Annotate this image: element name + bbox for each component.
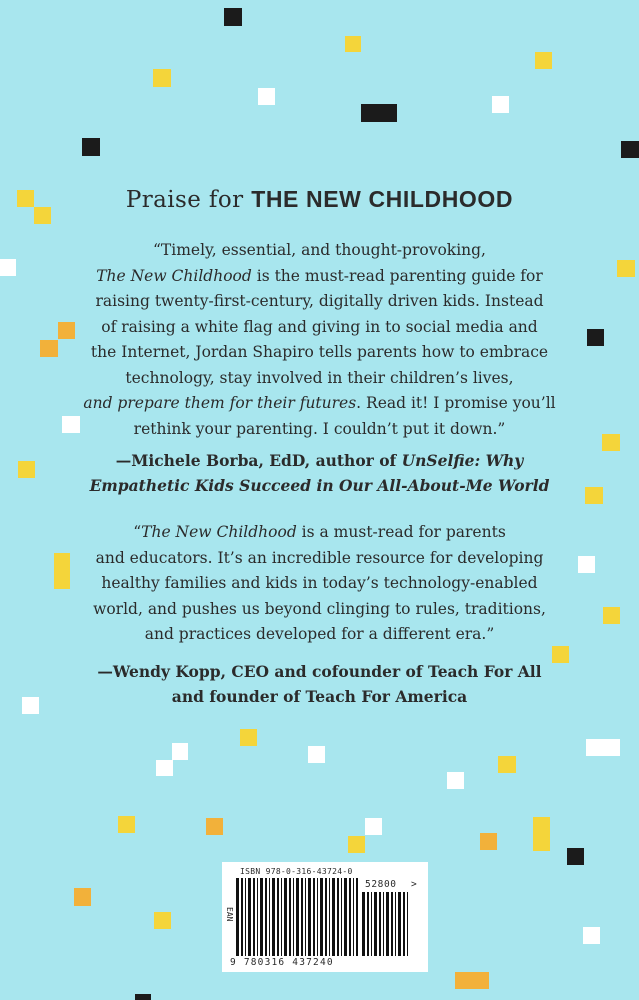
confetti-square	[533, 817, 550, 851]
isbn-number: 9 780316 437240	[230, 957, 334, 968]
barcode-bar	[308, 878, 311, 956]
barcode-bar	[257, 878, 258, 956]
barcode-bar	[301, 878, 303, 956]
praise-heading	[0, 186, 639, 213]
quote-line: world, and pushes us beyond clinging to rules, traditions,	[93, 599, 546, 618]
praise-heading-lead: Praise for	[125, 187, 244, 213]
barcode-bar	[260, 878, 263, 956]
barcode-bar	[265, 878, 267, 956]
barcode-bar	[349, 878, 351, 956]
confetti-square	[498, 756, 516, 773]
quote-line: and prepare them for their futures. Read it! I promise you’ll	[83, 394, 556, 412]
confetti-square	[348, 836, 365, 853]
confetti-square	[154, 912, 171, 929]
barcode-bar	[374, 892, 377, 956]
barcode-bar	[386, 892, 389, 956]
quote-line: and practices developed for a different era.”	[144, 625, 495, 643]
confetti-square	[535, 52, 552, 69]
blurb-quote-1	[20, 238, 619, 442]
confetti-square	[617, 260, 635, 277]
confetti-square	[156, 760, 173, 776]
confetti-square	[240, 729, 257, 746]
barcode-bar	[353, 878, 354, 956]
confetti-square	[621, 141, 639, 158]
barcode-bar	[296, 878, 299, 956]
price-addon-bars	[362, 892, 410, 962]
barcode-bar	[362, 892, 365, 956]
barcode-bar	[403, 892, 405, 956]
barcode-bar	[356, 878, 358, 956]
isbn-barcode	[222, 862, 428, 972]
barcode-bar	[341, 878, 342, 956]
barcode-bar	[253, 878, 255, 956]
blurb-attribution-2: —Wendy Kopp, CEO and cofounder of Teach For All and founder of Teach For America	[97, 662, 542, 706]
confetti-square	[492, 96, 509, 113]
confetti-square	[258, 88, 275, 105]
barcode-bar	[329, 878, 330, 956]
barcode-bar	[293, 878, 294, 956]
barcode-bar	[379, 892, 381, 956]
quote-line: raising twenty-first-century, digitally driven kids. Instead	[95, 292, 544, 310]
blurb-quote-2	[20, 520, 619, 648]
quote-line: “The New Childhood is a must-read for parents	[133, 523, 506, 541]
confetti-square	[206, 818, 223, 835]
confetti-square	[365, 818, 382, 835]
confetti-square	[224, 8, 242, 26]
confetti-square	[308, 746, 325, 763]
confetti-square	[361, 104, 397, 122]
barcode-bar	[337, 878, 339, 956]
barcode-bar	[320, 878, 323, 956]
barcode-bar	[398, 892, 401, 956]
barcode-bar	[281, 878, 282, 956]
confetti-square	[153, 69, 171, 87]
confetti-square	[480, 833, 497, 850]
barcode-bar	[317, 878, 318, 956]
quote-line: healthy families and kids in today’s technology-enabled	[101, 574, 538, 592]
confetti-square	[567, 848, 584, 865]
barcode-bar	[248, 878, 251, 956]
confetti-square	[0, 259, 16, 276]
confetti-square	[74, 888, 91, 906]
barcode-bar	[313, 878, 315, 956]
ean-label	[224, 907, 234, 924]
barcode-bar	[272, 878, 275, 956]
price-addon-label: 52800 >	[365, 879, 418, 890]
ean-text: EAN	[225, 907, 234, 922]
barcode-bar	[383, 892, 384, 956]
barcode-bar	[289, 878, 291, 956]
confetti-square	[118, 816, 135, 833]
barcode-bar	[371, 892, 372, 956]
quote-line: and educators. It’s an incredible resource for developing	[95, 548, 544, 567]
barcode-bar	[391, 892, 393, 956]
barcode-bar	[236, 878, 239, 956]
blurb-attribution-1: —Michele Borba, EdD, author of UnSelfie: Why Empathetic Kids Succeed in Our All-About-Me World	[89, 451, 550, 495]
barcode-bar	[277, 878, 279, 956]
confetti-square	[135, 994, 151, 1000]
book-title: THE NEW CHILDHOOD	[251, 186, 514, 212]
barcode-bar	[325, 878, 327, 956]
confetti-square	[172, 743, 188, 760]
barcode-bar	[407, 892, 408, 956]
barcode-bars	[236, 878, 358, 960]
barcode-bar	[332, 878, 335, 956]
confetti-square	[586, 739, 620, 756]
confetti-square	[455, 972, 489, 989]
barcode-bar	[241, 878, 243, 956]
quote-line: “Timely, essential, and thought-provoking,	[153, 241, 486, 259]
quote-line: the Internet, Jordan Shapiro tells parents how to embrace	[90, 343, 549, 361]
barcode-bar	[344, 878, 347, 956]
confetti-square	[82, 138, 100, 156]
isbn-label: ISBN 978-0-316-43724-0	[240, 867, 353, 876]
barcode-bar	[305, 878, 306, 956]
confetti-square	[583, 927, 600, 944]
confetti-square	[345, 36, 361, 52]
quote-line: of raising a white flag and giving in to social media and	[101, 317, 538, 336]
quote-line: rethink your parenting. I couldn’t put it down.”	[133, 419, 506, 438]
barcode-bar	[269, 878, 270, 956]
quote-line: The New Childhood is the must-read parenting guide for	[96, 266, 543, 285]
barcode-bar	[284, 878, 287, 956]
barcode-bar	[245, 878, 246, 956]
confetti-square	[447, 772, 464, 789]
barcode-bar	[367, 892, 369, 956]
quote-line: technology, stay involved in their children’s lives,	[125, 368, 514, 387]
barcode-bar	[395, 892, 396, 956]
